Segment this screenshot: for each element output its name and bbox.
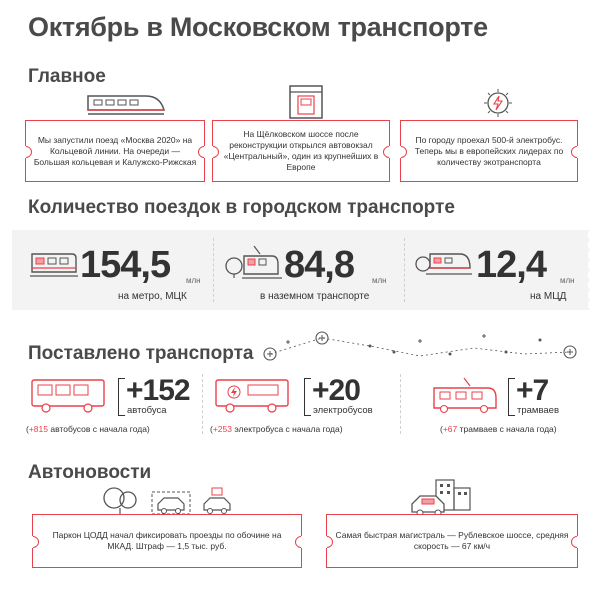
section-title-auto: Автоновости xyxy=(28,462,152,483)
metro-train-icon xyxy=(30,250,78,278)
delivered-bus-value: +152 xyxy=(126,374,190,407)
delivered-tram-value: +7 xyxy=(516,374,549,407)
section-title-main: Главное xyxy=(28,66,106,87)
bus-icon xyxy=(30,378,108,414)
delivered-tram-label: трамваев xyxy=(517,405,560,416)
delivered-ebus-since: (+253 электробуса с начала года) xyxy=(210,424,343,434)
train-icon xyxy=(86,90,168,120)
trips-ground-label: в наземном транспорте xyxy=(260,291,370,302)
decorative-constellation xyxy=(260,328,580,368)
strip-zigzag-right xyxy=(584,230,596,310)
section-title-delivered: Поставлено транспорта xyxy=(28,343,254,364)
delivered-bus-since: (+815 автобусов с начала года) xyxy=(26,424,150,434)
electric-icon xyxy=(483,88,513,118)
delivered-divider xyxy=(202,374,203,434)
main-card-text: Мы запустили поезд «Москва 2020» на Кольцевой линии. На очереди — Большая кольцевая и Калужско-Рижская xyxy=(33,134,197,167)
tram-delivered-icon xyxy=(430,376,500,414)
main-card-train xyxy=(25,120,205,182)
page-title: Октябрь в Московском транспорте xyxy=(28,12,488,42)
trips-mcd-value: 12,4 xyxy=(476,244,546,286)
bus-station-icon xyxy=(288,84,324,120)
main-card-text: На Щёлковском шоссе после реконструкции открылся автовокзал «Центральный», один из крупнейших в Европе xyxy=(223,129,379,172)
city-car-icon xyxy=(402,476,512,518)
main-card-text: По городу проехал 500-й электробус. Теперь мы в европейских лидерах по количеству экотранспорта xyxy=(414,134,564,167)
bracket xyxy=(304,378,311,416)
main-card-bus-station xyxy=(212,120,390,182)
auto-card-text: Паркон ЦОДД начал фиксировать проезды по обочине на МКАД. Штраф — 1,5 тыс. руб. xyxy=(52,530,282,551)
delivered-tram-since: (+67 трамваев с начала года) xyxy=(440,424,557,434)
bracket xyxy=(118,378,125,416)
trips-metro-unit: млн xyxy=(186,276,201,285)
commuter-train-icon xyxy=(414,246,472,278)
trips-metro-label: на метро, МЦК xyxy=(118,291,187,302)
trips-mcd-label: на МЦД xyxy=(530,291,567,302)
auto-card-parkon xyxy=(32,514,302,568)
trips-mcd-unit: млн xyxy=(560,276,575,285)
delivered-ebus-label: электробусов xyxy=(313,405,373,416)
delivered-bus-label: автобуса xyxy=(127,405,167,416)
electric-bus-icon xyxy=(214,378,292,414)
trips-metro-value: 154,5 xyxy=(80,244,171,286)
auto-card-text: Самая быстрая магистраль — Рублевское шоссе, средняя скорость — 67 км/ч xyxy=(335,530,569,551)
tram-icon xyxy=(224,244,282,280)
trips-divider xyxy=(213,238,214,302)
section-title-trips: Количество поездок в городском транспорте xyxy=(28,197,455,218)
auto-card-rublevka xyxy=(326,514,578,568)
camera-car-icon xyxy=(100,484,250,518)
main-card-electrobus xyxy=(400,120,578,182)
bracket xyxy=(508,378,515,416)
strip-zigzag-left xyxy=(6,230,18,310)
trips-divider xyxy=(404,238,405,302)
delivered-divider xyxy=(400,374,401,434)
trips-ground-value: 84,8 xyxy=(284,244,354,286)
trips-ground-unit: млн xyxy=(372,276,387,285)
delivered-ebus-value: +20 xyxy=(312,374,360,407)
